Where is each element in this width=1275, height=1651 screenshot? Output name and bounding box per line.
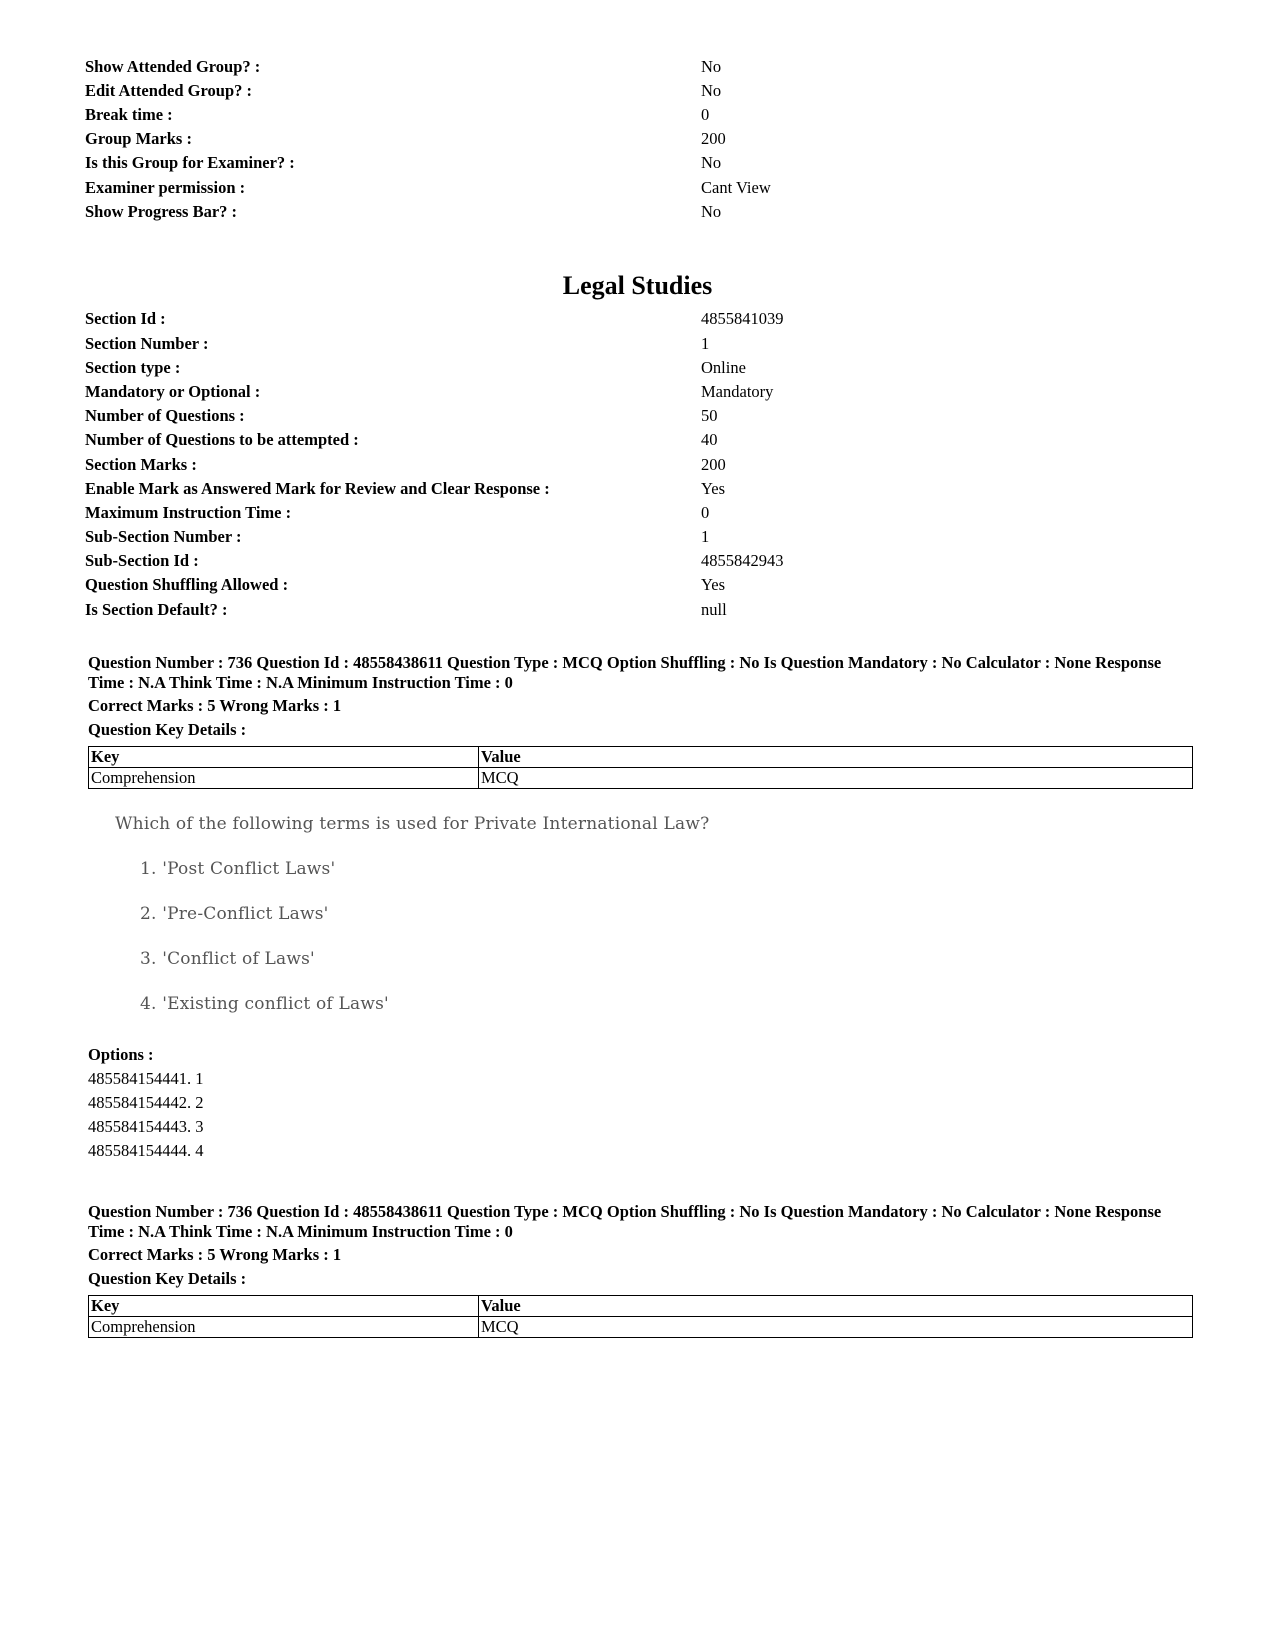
kv-key: Examiner permission : — [85, 178, 246, 197]
question-option: 3. 'Conflict of Laws' — [140, 949, 315, 969]
kv-value: 200 — [701, 129, 726, 148]
kv-row — [0, 81, 1275, 105]
kv-value: 40 — [701, 430, 718, 449]
question-block — [88, 653, 1193, 789]
question-key-table — [88, 746, 1193, 789]
kv-value: No — [701, 57, 722, 76]
kv-value: 1 — [701, 527, 710, 546]
kv-row — [0, 309, 1275, 333]
kv-value: No — [701, 153, 722, 172]
kv-row — [0, 178, 1275, 202]
kv-value: Online — [701, 358, 746, 377]
table-cell: MCQ — [479, 768, 1193, 789]
kv-row — [0, 202, 1275, 226]
kv-row — [0, 503, 1275, 527]
kv-row — [0, 129, 1275, 153]
table-row — [89, 1317, 1193, 1338]
kv-key: Number of Questions to be attempted : — [85, 430, 359, 449]
kv-value: Cant View — [701, 178, 771, 197]
question-key-table — [88, 1295, 1193, 1338]
kv-row — [0, 551, 1275, 575]
option-item: 485584154441. 1 — [88, 1069, 204, 1088]
kv-value: 0 — [701, 105, 710, 124]
kv-key: Enable Mark as Answered Mark for Review and Clear Response : — [85, 479, 550, 498]
kv-key: Sub-Section Number : — [85, 527, 242, 546]
options-list — [88, 1043, 204, 1163]
kv-row — [0, 600, 1275, 624]
question-marks: Correct Marks : 5 Wrong Marks : 1 — [88, 696, 342, 715]
kv-key: Sub-Section Id : — [85, 551, 199, 570]
kv-key: Maximum Instruction Time : — [85, 503, 292, 522]
kv-value: 0 — [701, 503, 710, 522]
kv-key: Section Id : — [85, 309, 166, 328]
question-header: Question Number : 736 Question Id : 48558438611 Question Type : MCQ Option Shuffling : No Is Question Mandatory : No Calculator : None Response Time : N.A Think Time : N.A Minimum Instruction Time : 0 — [88, 653, 1162, 692]
question-header: Question Number : 736 Question Id : 48558438611 Question Type : MCQ Option Shuffling : No Is Question Mandatory : No Calculator : None Response Time : N.A Think Time : N.A Minimum Instruction Time : 0 — [88, 1202, 1162, 1241]
table-row — [89, 768, 1193, 789]
question-key-details-label: Question Key Details : — [88, 1269, 247, 1288]
table-cell: Comprehension — [89, 1317, 479, 1338]
table-cell: MCQ — [479, 1317, 1193, 1338]
kv-value: 50 — [701, 406, 718, 425]
table-header-row — [89, 747, 1193, 768]
kv-row — [0, 455, 1275, 479]
kv-row — [0, 334, 1275, 358]
kv-key: Section Number : — [85, 334, 209, 353]
kv-value: Yes — [701, 575, 726, 594]
kv-key: Show Progress Bar? : — [85, 202, 238, 221]
question-text: Which of the following terms is used for Private International Law? — [115, 814, 710, 834]
question-option: 1. 'Post Conflict Laws' — [140, 859, 336, 879]
question-option: 2. 'Pre-Conflict Laws' — [140, 904, 329, 924]
question-marks: Correct Marks : 5 Wrong Marks : 1 — [88, 1245, 342, 1264]
kv-key: Edit Attended Group? : — [85, 81, 253, 100]
question-block — [88, 1202, 1193, 1338]
kv-row — [0, 382, 1275, 406]
option-item: 485584154443. 3 — [88, 1117, 204, 1136]
table-header-cell: Key — [89, 747, 479, 768]
kv-value: Mandatory — [701, 382, 774, 401]
kv-value: 1 — [701, 334, 710, 353]
table-header-row — [89, 1296, 1193, 1317]
kv-key: Question Shuffling Allowed : — [85, 575, 289, 594]
kv-value: No — [701, 81, 722, 100]
table-header-cell: Value — [479, 1296, 1193, 1317]
option-item: 485584154442. 2 — [88, 1093, 204, 1112]
kv-value: null — [701, 600, 727, 619]
kv-row — [0, 57, 1275, 81]
kv-key: Mandatory or Optional : — [85, 382, 261, 401]
kv-key: Group Marks : — [85, 129, 192, 148]
kv-row — [0, 527, 1275, 551]
kv-key: Section type : — [85, 358, 181, 377]
kv-row — [0, 430, 1275, 454]
kv-key: Show Attended Group? : — [85, 57, 261, 76]
kv-value: 4855841039 — [701, 309, 784, 328]
kv-row — [0, 358, 1275, 382]
question-option: 4. 'Existing conflict of Laws' — [140, 994, 389, 1014]
kv-key: Is Section Default? : — [85, 600, 228, 619]
kv-value: 4855842943 — [701, 551, 784, 570]
kv-value: No — [701, 202, 722, 221]
options-label: Options : — [88, 1045, 154, 1064]
option-item: 485584154444. 4 — [88, 1141, 204, 1160]
kv-value: 200 — [701, 455, 726, 474]
table-header-cell: Value — [479, 747, 1193, 768]
question-key-details-label: Question Key Details : — [88, 720, 247, 739]
kv-key: Break time : — [85, 105, 173, 124]
section-title: Legal Studies — [562, 271, 713, 300]
table-header-cell: Key — [89, 1296, 479, 1317]
kv-key: Number of Questions : — [85, 406, 245, 425]
kv-row — [0, 153, 1275, 177]
kv-key: Section Marks : — [85, 455, 197, 474]
kv-row — [0, 479, 1275, 503]
kv-key: Is this Group for Examiner? : — [85, 153, 295, 172]
kv-row — [0, 575, 1275, 599]
kv-value: Yes — [701, 479, 726, 498]
kv-row — [0, 105, 1275, 129]
kv-row — [0, 406, 1275, 430]
table-cell: Comprehension — [89, 768, 479, 789]
